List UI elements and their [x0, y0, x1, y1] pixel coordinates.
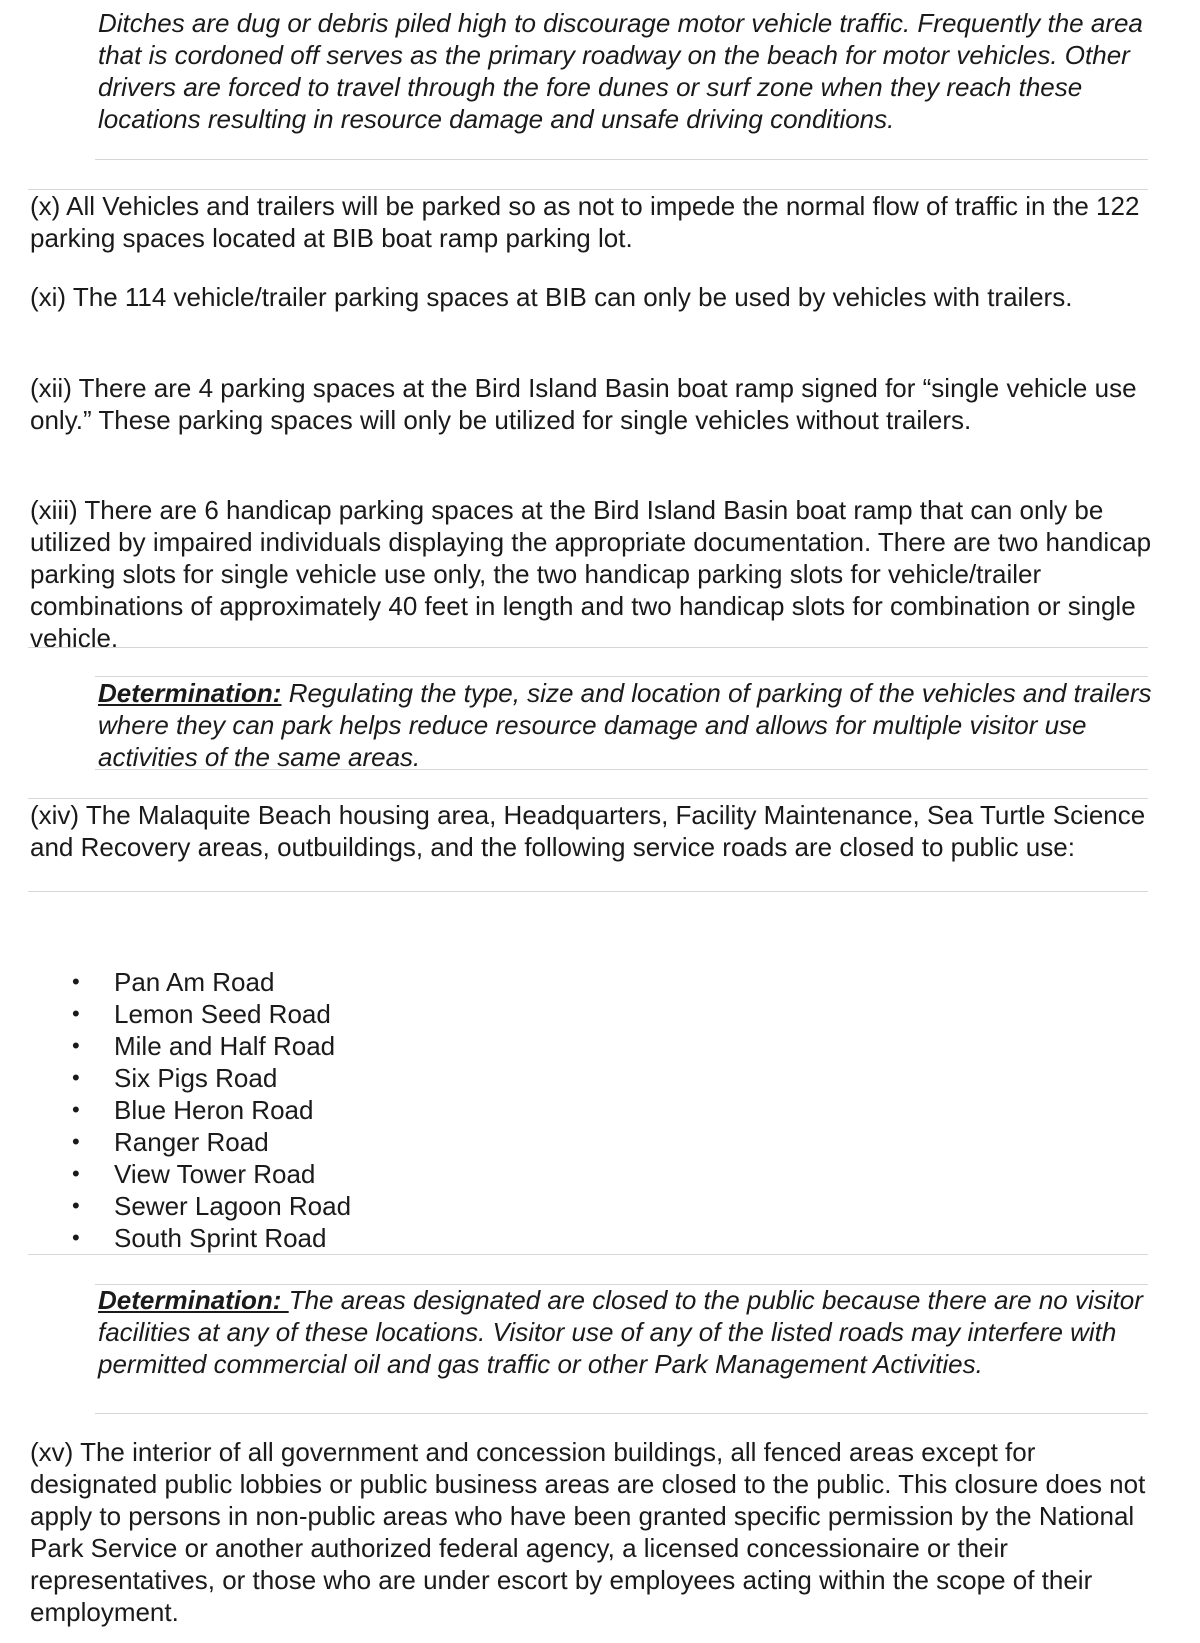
paragraph-xiii: (xiii) There are 6 handicap parking spaces at the Bird Island Basin boat ramp that can only be utilized by impaired individuals displaying the appropriate documentation. There are two handicap parking slots for single vehicle use only, the two handicap parking slots for vehicle/trailer combinations of approximately 40 feet in length and two handicap slots for combination or single vehicle. — [30, 495, 1152, 653]
list-item — [0, 1094, 351, 1126]
bullet-icon: • — [72, 1161, 80, 1186]
road-name: Blue Heron Road — [114, 1095, 314, 1125]
road-name: Mile and Half Road — [114, 1031, 336, 1061]
list-item — [0, 1030, 351, 1062]
road-name: Pan Am Road — [114, 967, 275, 997]
paragraph-xiv: (xiv) The Malaquite Beach housing area, Headquarters, Facility Maintenance, Sea Turtle Science and Recovery areas, outbuildings, and the following service roads are closed to public use: — [30, 800, 1146, 862]
road-name: Lemon Seed Road — [114, 999, 331, 1029]
determination-label: Determination: — [98, 678, 282, 708]
road-name: South Sprint Road — [114, 1223, 327, 1253]
road-name: Six Pigs Road — [114, 1063, 278, 1093]
list-item — [0, 1190, 351, 1222]
bullet-icon: • — [72, 1065, 80, 1090]
determination-parking — [98, 677, 1155, 773]
road-name: Ranger Road — [114, 1127, 269, 1157]
list-item — [0, 1126, 351, 1158]
list-item — [0, 1158, 351, 1190]
determination-text: Regulating the type, size and location of parking of the vehicles and trailers where they can park helps reduce resource damage and allows for multiple visitor use activities of the same areas. — [98, 678, 1152, 772]
paragraph-xi: (xi) The 114 vehicle/trailer parking spaces at BIB can only be used by vehicles with trailers. — [30, 282, 1073, 312]
divider — [95, 1413, 1148, 1414]
determination-closures — [98, 1284, 1155, 1380]
list-item — [0, 966, 351, 998]
determination-text: The areas designated are closed to the public because there are no visitor facilities at any of these locations. Visitor use of any of the listed roads may interfere with permitted commercial oil and gas traffic or other Park Management Activities. — [98, 1285, 1143, 1379]
bullet-icon: • — [72, 1225, 80, 1250]
intro-paragraph: Ditches are dug or debris piled high to discourage motor vehicle traffic. Frequently the area that is cordoned off serves as the primary roadway on the beach for motor vehicles. Other drivers are forced to travel through the fore dunes or surf zone when they reach these locations resulting in resource damage and unsafe driving conditions. — [98, 8, 1143, 134]
divider — [95, 769, 1148, 770]
paragraph-xv: (xv) The interior of all government and concession buildings, all fenced areas except for designated public lobbies or public business areas are closed to the public. This closure does not apply to persons in non-public areas who have been granted specific permission by the National Park Service or another authorized federal agency, a licensed concessionaire or their representatives, or those who are under escort by employees acting within the scope of their employment. — [30, 1437, 1146, 1627]
road-name: Sewer Lagoon Road — [114, 1191, 352, 1221]
list-item — [0, 1062, 351, 1094]
divider — [95, 159, 1148, 160]
service-roads-list — [0, 966, 351, 1254]
bullet-icon: • — [72, 1097, 80, 1122]
divider — [28, 891, 1148, 892]
divider — [28, 1254, 1148, 1255]
bullet-icon: • — [72, 969, 80, 994]
list-item — [0, 1222, 351, 1254]
road-name: View Tower Road — [114, 1159, 316, 1189]
bullet-icon: • — [72, 1001, 80, 1026]
bullet-icon: • — [72, 1033, 80, 1058]
list-item — [0, 998, 351, 1030]
paragraph-x: (x) All Vehicles and trailers will be parked so as not to impede the normal flow of traffic in the 122 parking spaces located at BIB boat ramp parking lot. — [30, 191, 1140, 253]
bullet-icon: • — [72, 1193, 80, 1218]
paragraph-xii: (xii) There are 4 parking spaces at the Bird Island Basin boat ramp signed for “single vehicle use only.” These parking spaces will only be utilized for single vehicles without trailers. — [30, 373, 1137, 435]
bullet-icon: • — [72, 1129, 80, 1154]
determination-label: Determination: — [98, 1285, 289, 1315]
divider — [28, 647, 1148, 648]
